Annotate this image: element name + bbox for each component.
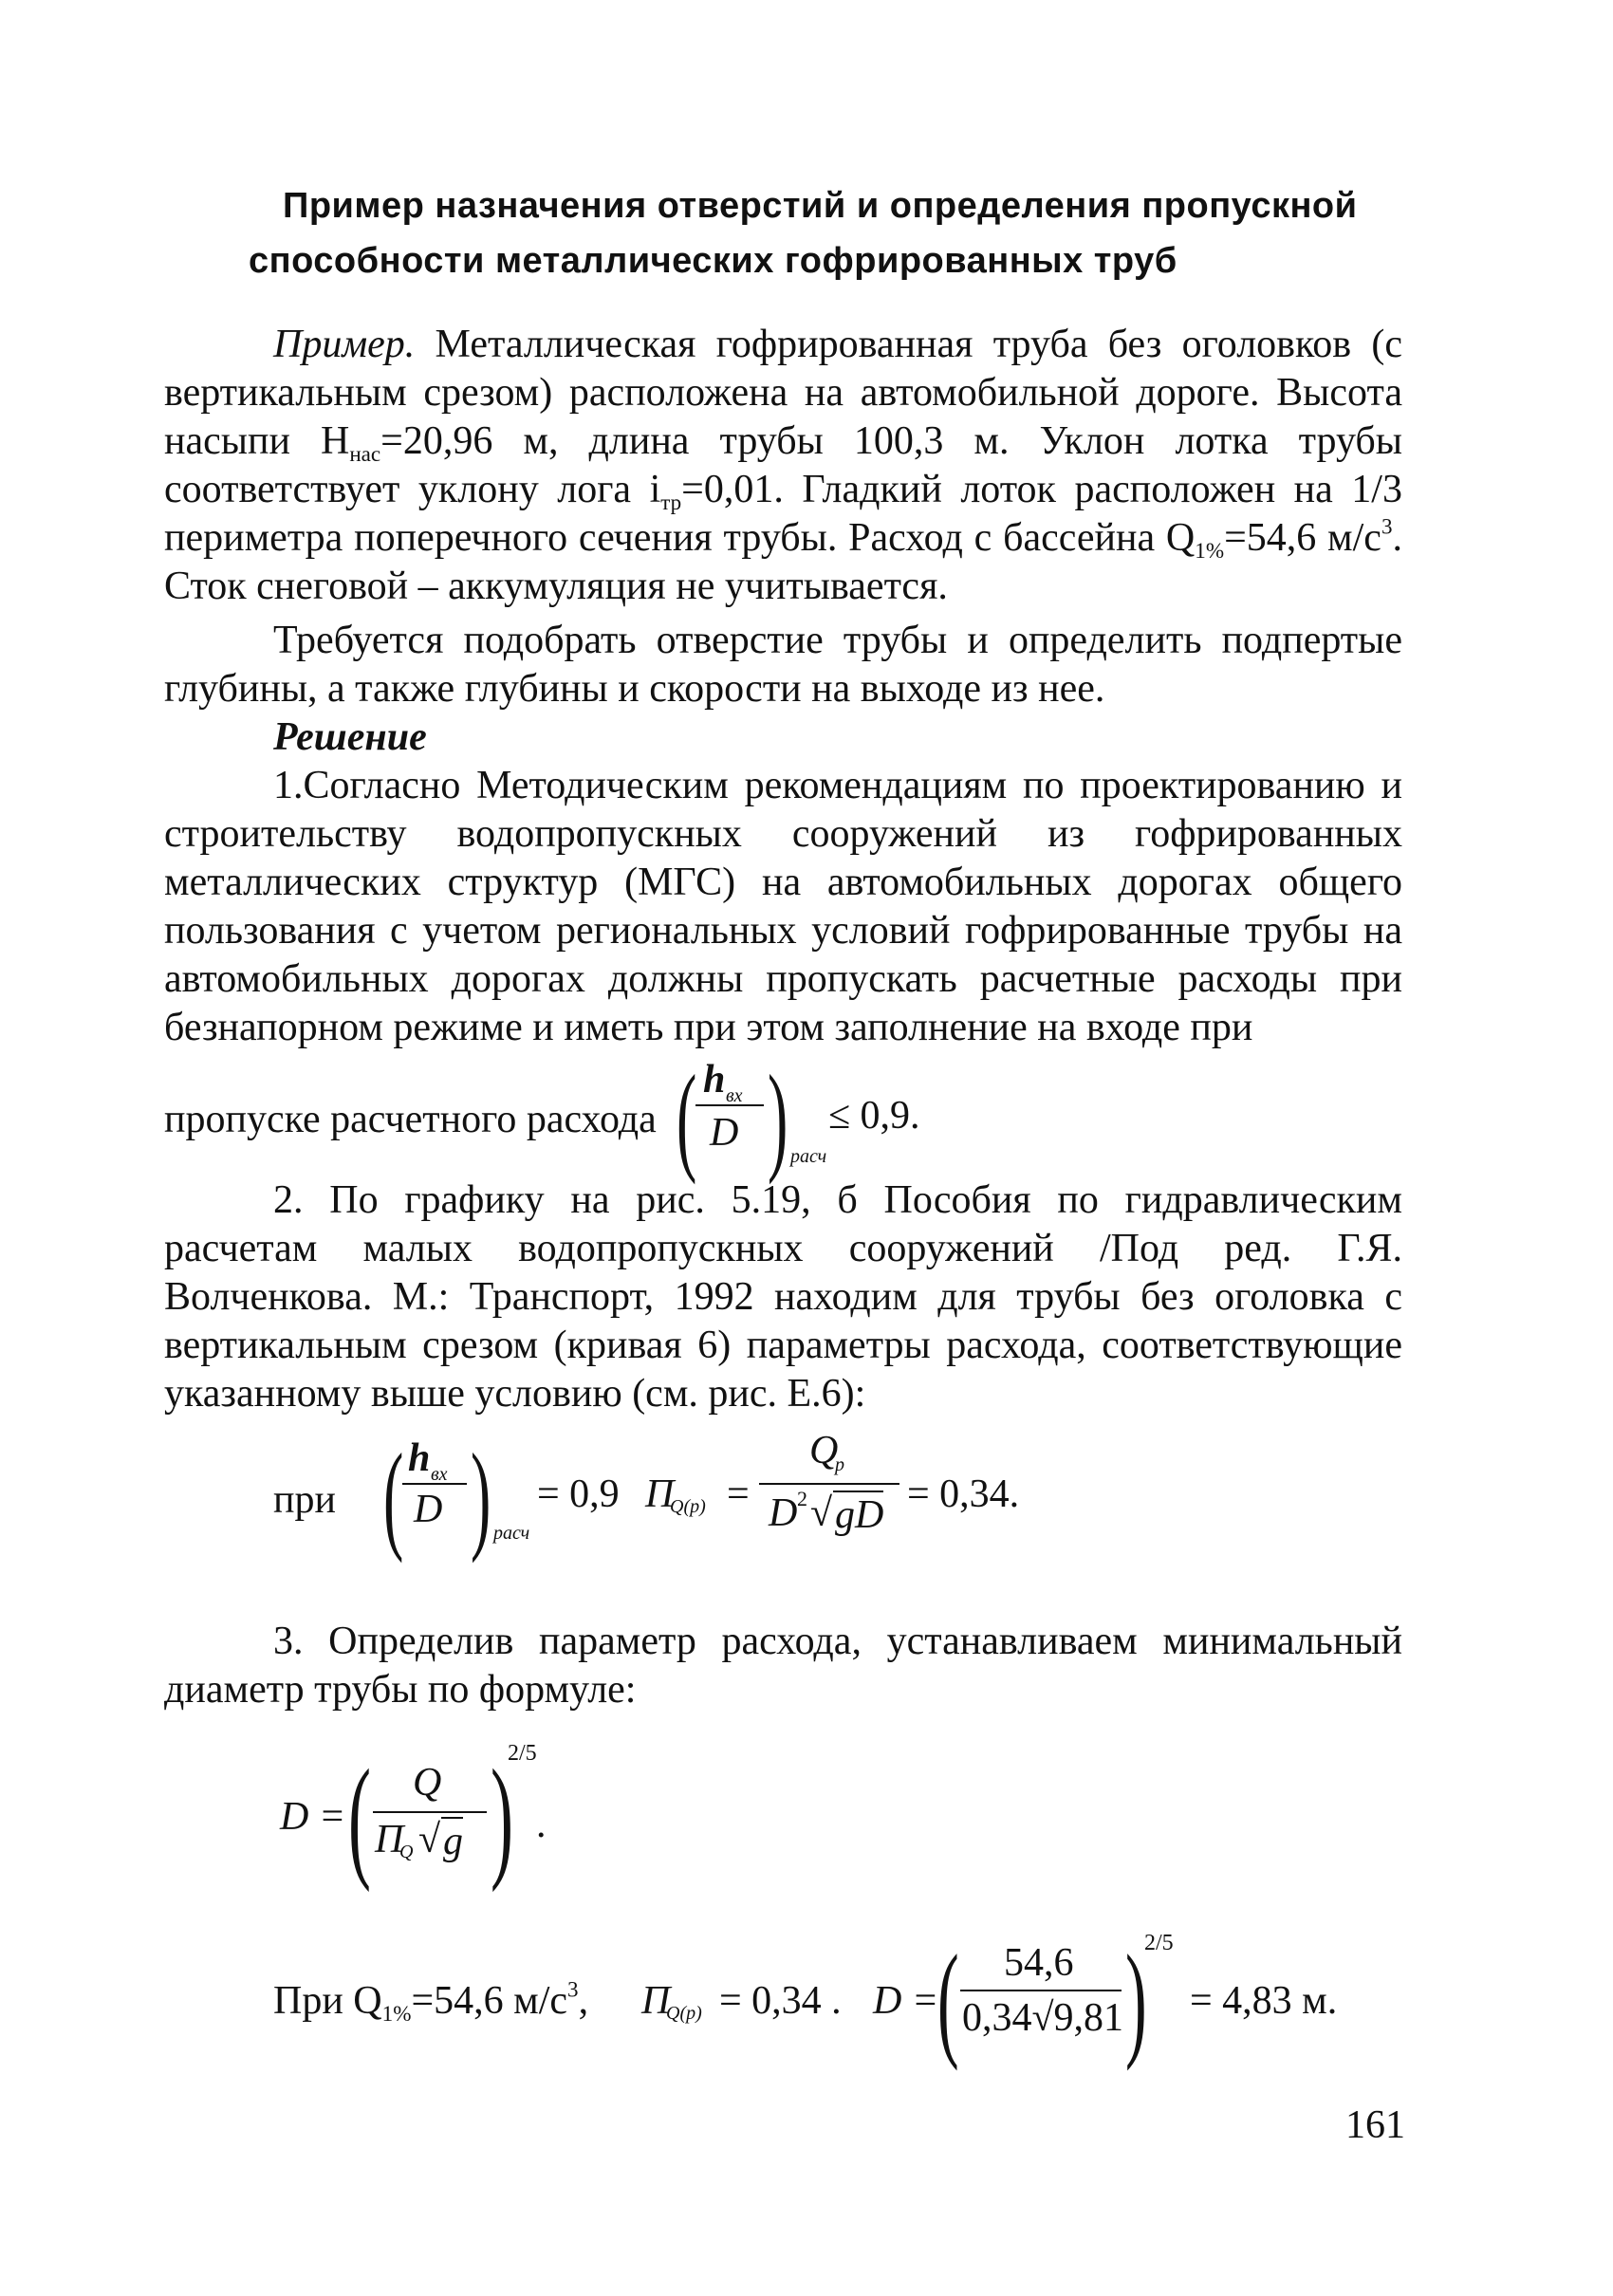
example-block: [164, 321, 1402, 1052]
section-title: [249, 178, 1416, 288]
step3-block: [164, 1618, 1402, 1714]
formula-final: При $Q_{1\%}=54,6$ $м/с^3$, П Q(p) = 0,34 . D = ( 54,6 0,34√9,81 ) 2/5 = 4,83 м.: [273, 1927, 1338, 2072]
fraction-bar: [695, 1104, 764, 1106]
step1-paragraph: 1.Согласно Методическим рекомендациям по проектированию и строительству водопропускных сооружений из гофрированных металлических структур (МГС) на автомобильных дорогах общего пользования с учетом региональных условий гофрированные трубы на автомобильных дорогах должны пропускать расчетные расходы при безнапорном режиме и иметь при этом заполнение на входе при: [164, 764, 1402, 1049]
step2-block: [164, 1176, 1402, 1418]
task-paragraph: Требуется подобрать отверстие трубы и определить подпертые глубины, а также глубины и скорости на выходе из нее.: [164, 619, 1402, 711]
example-paragraph: Пример. Металлическая гофрированная труба без оголовков (с вертикальным срезом) расположена на автомобильной дороге. Высота насыпи $H_{нас}=20,96$ м, длина трубы 100,3 м. Уклон лотка трубы соответствует уклону лога $i_{тр}=0,01$. Гладкий лоток расположен на 1/3 периметра поперечного сечения трубы. Расход с бассейна $Q_{1\%}=54,6$ $м/с^3$. Сток снеговой – аккумуляция не учитывается.: [164, 323, 1402, 608]
title-line-1: Пример назначения отверстий и определения пропускной: [283, 186, 1358, 226]
document-page: Пример назначения отверстий и определения пропускной способности металлических гофрированных труб Пример. Металлическая гофрированная труба без оголовков (с вертикальным срезом) расположена на автомобильной дороге. Высота насыпи $H_{нас}=20,96$ м, длина трубы 100,3 м. Уклон лотка трубы соответствует уклону лога $i_{тр}=0,01$. Гладкий лоток расположен на 1/3 периметра поперечного сечения трубы. Расход с бассейна $Q_{1\%}=54,6$ $м/с^3$. Сток снеговой – аккумуляция не учитывается. Требуется подобрать отверстие трубы и определить подпертые глубины, а также глубины и скорости на выходе из нее. Решение 1.Согласно Методическим рекомендациям по проектированию и строительству водопропускных сооружений из гофрированных металлических структур (МГС) на автомобильных дорогах общего пользования с учетом региональных условий гофрированные трубы на автомобильных дорогах должны пропускать расчетные расходы при безнапорном режиме и иметь при этом заполнение на входе при пропуске расчетного расхода ( h вх D ) расч ≤ 0,9. 2. По графику на рис. 5.19, б Пособия по гидравлическим расчетам малых водопропускных сооружений /Под ред. Г.Я. Волченкова. М.: Транспорт, 1992 находим для трубы без оголовка с вертикальным срезом (кривая 6) параметры расхода, соответствующие указанному выше условию (см. рис. Е.6): при ( h вх D ) расч = 0,9 П Q(p) = Q p D 2 √ gD = 0,34. 3. Определив параметр расхода, устанавливаем минимальный диаметр трубы по формуле: D = ( Q П Q √ g ) 2/5 . При $Q_{1\%}=54,6$ $м/с^3$, П Q(p) = 0,34 . D = ( 54,6 0,34√9,81 ) 2/5 = 4,83 м. 161: [0, 0, 1613, 2296]
h-symbol: h: [703, 1058, 726, 1102]
step1-tail: пропуске расчетного расхода: [164, 1098, 657, 1141]
page-number: 161: [1345, 2103, 1405, 2147]
condition-value: ≤ 0,9.: [828, 1094, 920, 1138]
title-line-2: способности металлических гофрированных труб: [249, 241, 1177, 281]
formula-diameter: D = ( Q П Q √ g ) 2/5 .: [280, 1741, 547, 1894]
example-label: Пример.: [273, 323, 416, 366]
solution-heading: Решение: [273, 715, 427, 759]
step3-paragraph: 3. Определив параметр расхода, устанавливаем минимальный диаметр трубы по формуле:: [164, 1620, 1402, 1712]
formula-flow-parameter: при ( h вх D ) расч = 0,9 П Q(p) = Q p D 2 √ gD = 0,34.: [273, 1429, 1020, 1564]
step2-paragraph: 2. По графику на рис. 5.19, б Пособия по гидравлическим расчетам малых водопропускных сооружений /Под ред. Г.Я. Волченкова. М.: Транспорт, 1992 находим для трубы без оголовка с вертикальным срезом (кривая 6) параметры расхода, соответствующие указанному выше условию (см. рис. Е.6):: [164, 1178, 1402, 1416]
